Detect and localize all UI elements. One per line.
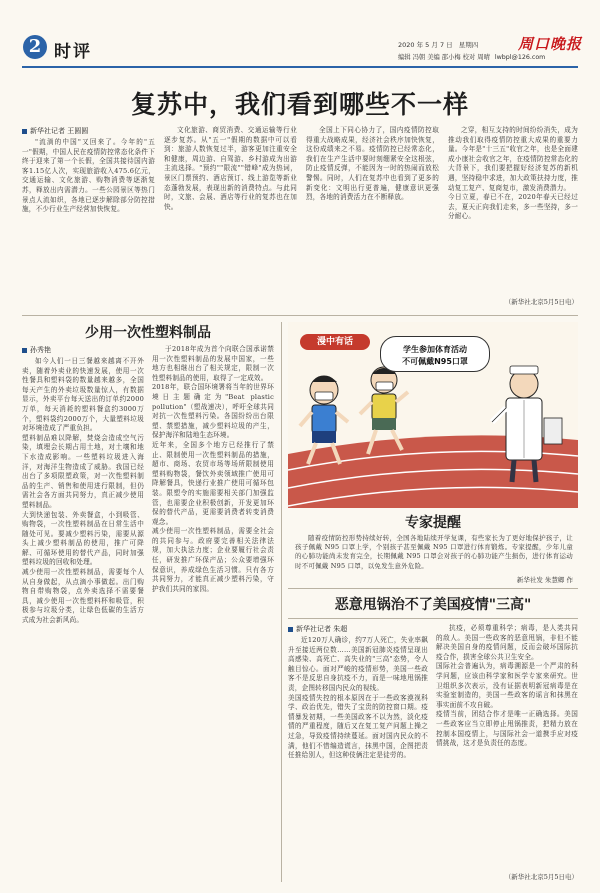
cartoon-title: 专家提醒 xyxy=(405,515,461,531)
article3-column-1: 近120万人确诊，约7万人死亡，失业率飙升至接近两位数……美国新冠肺炎疫情呈现出高感染、高死亡、高失业的"三高"态势，令人触目惊心。面对严峻的疫情形势，美国一些政客不是反思自身抗疫不力，而是一味地甩锅推责，企图转移国内民众的视线。 美国疫情失控的根本原因在于一些政客漠视科学、政治优先，错失了宝贵的防控窗口期。疫情暴发初期，一些美国政客不以为然，淡化疫情的严重程度，随后又在复工复产问题上操之过急，导致疫情持续蔓延。面对国内民众的不满，他们不惜编造谎言，抹黑中国，企图把责任推给别人，但这种伎俩注定是徒劳的。 xyxy=(288,636,428,760)
column-divider xyxy=(281,322,282,882)
header-date: 2020 年 5 月 7 日 xyxy=(398,41,453,49)
article3-column-2: 抗疫，必须尊重科学；病毒，是人类共同的敌人。美国一些政客的恶意甩锅，非但不能解决美国自身的疫情问题，反而会破坏国际抗疫合作，损害全球公共卫生安全。 国际社会普遍认为，病毒溯源是一个严肃的科学问题，应该由科学家和医学专家来研究。世卫组织多次表示，没有证据表明新冠病毒是在实验室制造的，美国一些政客的谣言和抹黑在事实面前不攻自破。 疫情当前，团结合作才是唯一正确选择。美国一些政客应当立即停止甩锅推责，把精力放在控制本国疫情上，与国际社会一道携手应对疫情挑战，这才是负责任的态度。 xyxy=(436,624,578,748)
article1-column-3: 全国上下同心协力了，国内疫情防控取得重大战略成果，经济社会秩序加快恢复，这份成绩来之不易。疫情防控已经常态化，我们在生产生活中要时刻绷紧安全这根弦，防止疫情反弹，不能因为一时的热闹而放松警惕。同时，人们在复苏中也看到了更多的新变化：文明出行更普遍，健康意识更强烈，各地的消费活力在不断释放。 xyxy=(306,126,439,202)
article2-column-2: 于2018年成为首个向联合国承诺禁用一次性塑料制品的发展中国家，一些地方也相继出台了相关规定，限制一次性塑料制品的使用，取得了一定成效。 2018年，联合国环境署将当年的世界环境日主题确定为"Beat plastic pollution"（塑战速决），呼吁全球共同对抗一次性塑料污染。各国纷纷出台限塑、禁塑措施，减少塑料垃圾的产生，保护海洋和陆地生态环境。 近年来，全国多个地方已经推行了禁止、限制使用一次性塑料制品的措施，超市、商场、农贸市场等场所限制使用塑料购物袋，餐饮外卖领域推广使用可降解餐具，快递行业推广使用可循环包装。限塑令的实施需要相关部门加强监管，也需要企业积极创新，开发更加环保的替代产品，更需要消费者转变消费观念。 减少使用一次性塑料制品，需要全社会的共同参与。政府要完善相关法律法规，加大执法力度；企业要履行社会责任，研发推广环保产品；公众要增强环保意识，养成绿色生活习惯。只有各方共同努力，才能真正减少塑料污染，守护我们共同的家园。 xyxy=(152,345,274,593)
article1-column-2: 文化旅游、商贸消费、交通运输等行业逐步复苏。从"五一"假期的数据中可以看到：旅游人数恢复过半，游客更加注重安全和健康，周边游、自驾游、乡村游成为出游主流选择。"预约""限流""错峰"成为热词，景区门票预约、酒店预订、线上游览等新业态蓬勃发展，表现出新的消费特点。与此同时，文旅、会展、酒店等行业的复苏也在加快。 xyxy=(164,126,297,211)
byline-marker-icon xyxy=(22,348,27,353)
article2-byline xyxy=(22,345,51,355)
header-date-line xyxy=(398,40,478,49)
article1-byline xyxy=(22,126,88,136)
article1-column-4: 之穿，相互支持的时间纷纷消失，成为推动我们取得疫情防控重大成果的重要力量。今年是"十三五"收官之年，也是全面建成小康社会收官之年，在疫情防控常态化的大背景下，我们要把握好经济复苏的新机遇，坚持稳中求进，加大政策扶持力度，推动复工复产、复商复市，激发消费潜力。 今日立夏，春已不在，2020年春天已经过去，夏天正向我们走来，多一些坚持，多一分耐心。 xyxy=(448,126,578,221)
byline-marker-icon xyxy=(22,129,27,134)
cartoon-credit: 新华社发 朱慧卿 作 xyxy=(516,576,573,584)
page-number-badge xyxy=(22,34,48,60)
article2-column-1: 如今人们一日三餐越来越离不开外卖，随着外卖业的快速发展，使用一次性餐具和塑料袋的数量越来越多，全国每天产生的外卖垃圾数量惊人，有数据显示，外卖平台每天送出的订单约2000万单，每天消耗的塑料餐盒约3000万个，塑料袋约2000万个，大量塑料垃圾对环境造成了严重负担。 塑料制品难以降解，焚烧会造成空气污染，填埋会长期占用土地，对土壤和地下水造成影响。一些塑料垃圾进入海洋，对海洋生物造成了威胁。我国已经出台了多项限塑政策，对一次性塑料制品的生产、销售和使用进行限制，但仍需社会各方面共同努力，真正减少使用塑料制品。 大到快递包装、外卖餐盒，小到吸管、购物袋，一次性塑料制品在日常生活中随处可见。要减少塑料污染，需要从源头上减少塑料制品的使用，推广可降解、可循环使用的替代产品，同时加强塑料垃圾的回收和处理。 减少使用一次性塑料制品，需要每个人从自身做起，从点滴小事做起。出门购物自带购物袋，点外卖选择不需要餐具，减少使用一次性塑料杯和吸管，积极参与垃圾分类，让绿色低碳的生活方式成为社会新风尚。 xyxy=(22,357,144,625)
article3-byline-text: 新华社记者 朱超 xyxy=(296,625,348,633)
header-editors: 编辑 冯朝 美编 邵小梅 校对 周晴 xyxy=(398,54,490,61)
cartoon-illustration xyxy=(288,322,578,508)
article1-byline-text: 新华社记者 王圆圆 xyxy=(30,127,89,135)
page-number: 2 xyxy=(28,36,42,57)
speech-bubble xyxy=(380,336,490,372)
header-weekday: 星期四 xyxy=(458,41,479,49)
cartoon-banner-text: 漫中有话 xyxy=(316,337,353,347)
article2-headline: 少用一次性塑料制品 xyxy=(85,325,211,341)
article1-source: （新华社北京5月5日电） xyxy=(504,298,578,306)
speech-bubble-line-1: 学生参加体育活动 xyxy=(403,345,467,354)
byline-marker-icon xyxy=(288,627,293,632)
article3-byline xyxy=(288,624,347,634)
article1-headline: 复苏中，我们看到哪些不一样 xyxy=(130,90,469,119)
article3-source: （新华社北京5月5日电） xyxy=(504,873,578,881)
article1-column-1: "流淌的中国"又回来了。今年的"五一"假期，中国人民在疫情防控常态化条件下终于迎来了第一个长假，全国共接待国内游客1.15亿人次，实现旅游收入475.6亿元，交通运输、文化旅游、购物消费等逐渐复苏，释放出内需潜力。一些公园景区等热门景点人流如织，各地已逐步解除部分防控措施，不少行业生产经营加快恢复。 xyxy=(22,138,155,214)
cartoon-bottom-rule xyxy=(288,588,578,589)
masthead-logo: 周口晚报 xyxy=(518,35,583,53)
header-email: lwbpl@126.com xyxy=(494,54,546,61)
article3-headline: 恶意甩锅治不了美国疫情"三高" xyxy=(334,597,532,613)
section-name: 时评 xyxy=(54,42,92,62)
cartoon-banner xyxy=(300,334,370,350)
article2-byline-text: 孙秀艳 xyxy=(30,346,51,354)
article1-bottom-rule xyxy=(22,315,578,316)
article3-title-rule xyxy=(288,618,578,619)
header-divider xyxy=(22,66,578,68)
speech-bubble-line-2: 不可佩戴N95口罩 xyxy=(402,357,468,366)
cartoon-caption: 随着疫情防控形势持续好转，全国各地陆续开学复课，有些家长为了更好地保护孩子，让孩子佩戴 N95 口罩上学，个别孩子甚至佩戴 N95 口罩进行体育锻炼。专家提醒，少年儿童的心肺功能尚未发育完全，长期佩戴 N95 口罩会对孩子的心肺功能产生损伤，进行体育运动时不可佩戴 N95 口罩，以免发生意外危险。 xyxy=(295,534,573,570)
